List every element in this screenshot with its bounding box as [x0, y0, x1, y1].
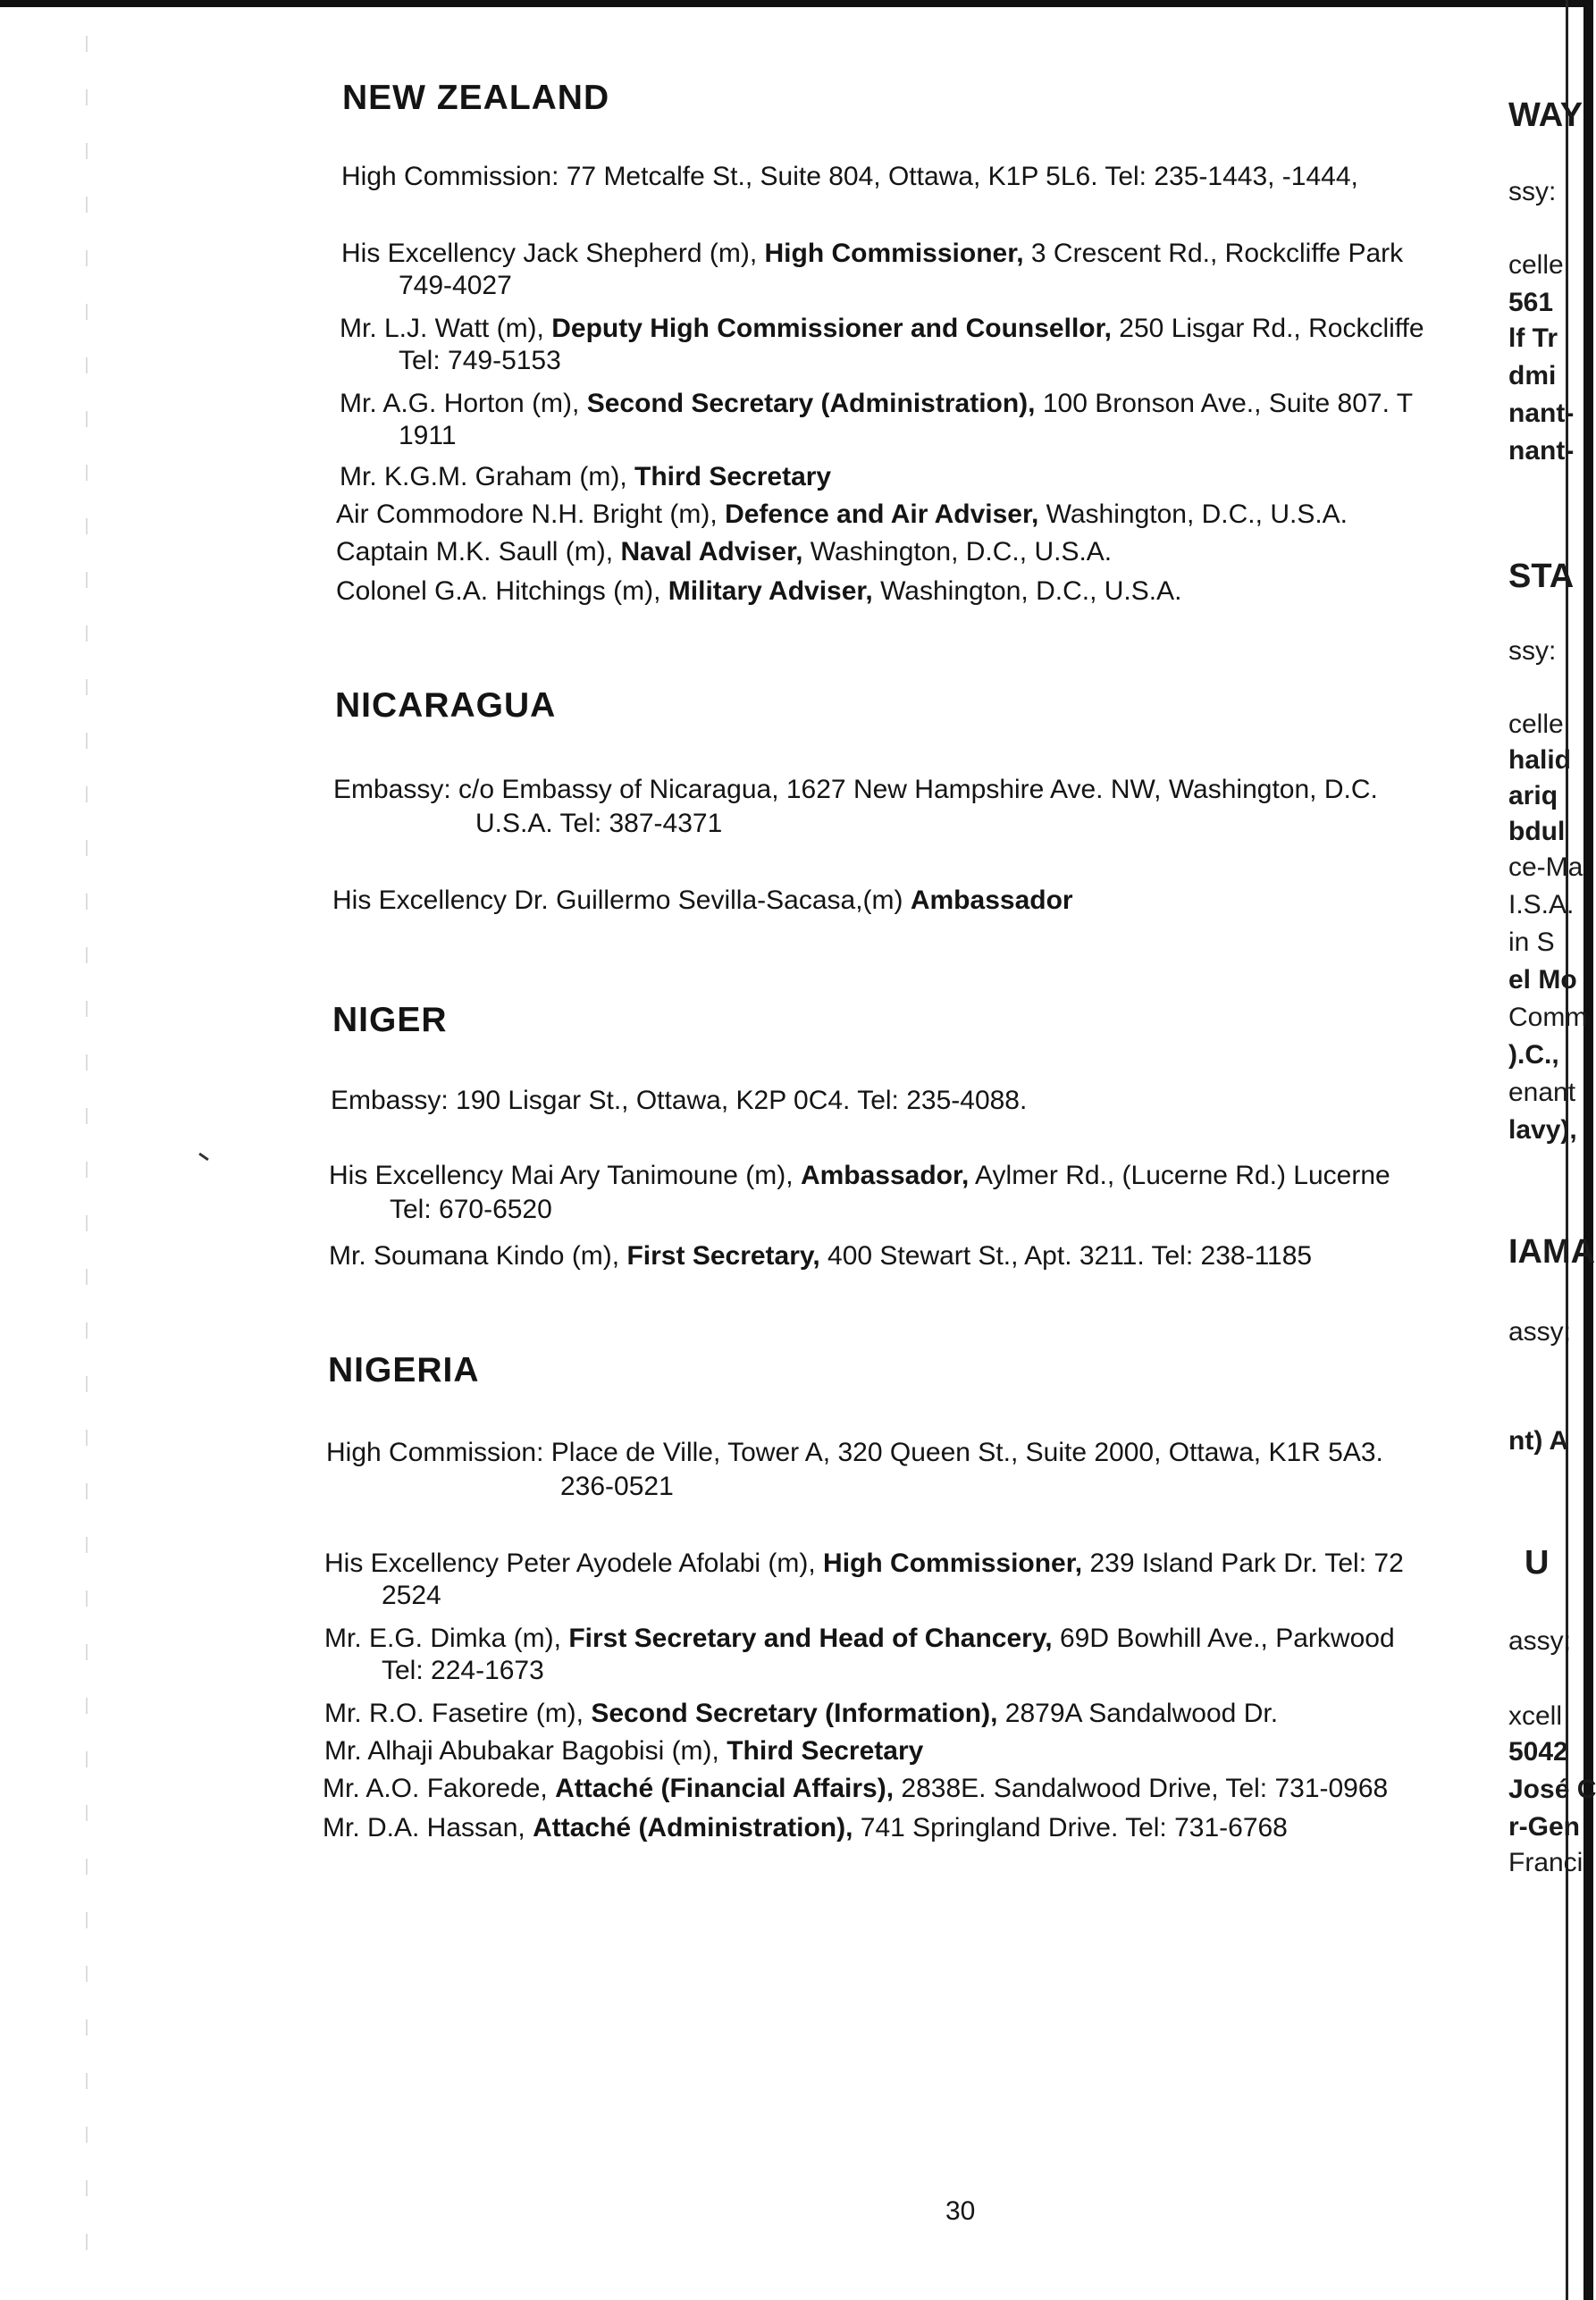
- staff-entry: Mr. A.O. Fakorede, Attaché (Financial Affairs), 2838E. Sandalwood Drive, Tel: 731-0968: [323, 1774, 1389, 1803]
- facing-fragment: xcell: [1508, 1701, 1563, 1731]
- facing-fragment: 561: [1508, 288, 1554, 317]
- staff-entry: Mr. R.O. Fasetire (m), Second Secretary (Information), 2879A Sandalwood Dr.: [324, 1699, 1279, 1728]
- staff-entry: Mr. E.G. Dimka (m), First Secretary and Head of Chancery, 69D Bowhill Ave., Parkwood: [324, 1624, 1395, 1653]
- facing-fragment: ce-Ma: [1508, 852, 1583, 882]
- facing-fragment: dmi: [1508, 361, 1557, 390]
- staff-entry: His Excellency Dr. Guillermo Sevilla-Sacasa,(m) Ambassador: [332, 886, 1073, 915]
- facing-fragment: IAMA: [1508, 1233, 1596, 1271]
- facing-fragment: enant: [1508, 1078, 1576, 1107]
- facing-fragment: Comm: [1508, 1003, 1588, 1032]
- staff-entry-continuation: Tel: 670-6520: [390, 1195, 552, 1224]
- facing-fragment: José C: [1508, 1775, 1596, 1804]
- facing-fragment: I.S.A.: [1508, 890, 1575, 919]
- scan-edge-right: [1583, 0, 1593, 2300]
- facing-fragment: assy;: [1508, 1317, 1572, 1347]
- facing-fragment: nt) A: [1508, 1426, 1569, 1456]
- section-heading-niger: NIGER: [332, 1001, 448, 1039]
- staff-entry: His Excellency Mai Ary Tanimoune (m), Ambassador, Aylmer Rd., (Lucerne Rd.) Lucerne: [329, 1161, 1390, 1190]
- facing-fragment: celle: [1508, 709, 1564, 739]
- facing-fragment: ariq: [1508, 781, 1558, 810]
- office-address-niger: Embassy: 190 Lisgar St., Ottawa, K2P 0C4. Tel: 235-4088.: [331, 1086, 1028, 1115]
- staff-entry-continuation: Tel: 749-5153: [399, 346, 561, 375]
- staff-entry: Mr. Alhaji Abubakar Bagobisi (m), Third Secretary: [324, 1736, 924, 1766]
- scan-speck: [198, 1153, 209, 1161]
- staff-entry-continuation: Tel: 224-1673: [382, 1656, 544, 1685]
- staff-entry-continuation: 749-4027: [399, 271, 512, 300]
- office-address-continuation: U.S.A. Tel: 387-4371: [475, 809, 723, 838]
- facing-fragment: WAY: [1508, 97, 1583, 134]
- facing-fragment: celle: [1508, 250, 1564, 280]
- facing-page-fragments: [1508, 0, 1596, 2300]
- facing-fragment: lavy),: [1508, 1115, 1577, 1145]
- staff-entry-continuation: 2524: [382, 1581, 441, 1610]
- facing-fragment: bdul: [1508, 817, 1566, 846]
- staff-entry: Mr. L.J. Watt (m), Deputy High Commissioner and Counsellor, 250 Lisgar Rd., Rockcliffe: [340, 314, 1424, 343]
- facing-fragment: ).C.,: [1508, 1040, 1559, 1070]
- staff-entry: Mr. K.G.M. Graham (m), Third Secretary: [340, 462, 832, 491]
- office-address-new-zealand: High Commission: 77 Metcalfe St., Suite 804, Ottawa, K1P 5L6. Tel: 235-1443, -1444,: [341, 162, 1358, 191]
- facing-fragment: r-Gen: [1508, 1812, 1581, 1842]
- section-heading-new-zealand: NEW ZEALAND: [342, 79, 610, 117]
- office-address-continuation: 236-0521: [560, 1472, 674, 1501]
- facing-fragment: ssy:: [1508, 177, 1557, 206]
- staff-entry: Mr. A.G. Horton (m), Second Secretary (Administration), 100 Bronson Ave., Suite 807. T: [340, 389, 1414, 418]
- facing-fragment: 5042: [1508, 1737, 1568, 1767]
- facing-fragment: assy;: [1508, 1626, 1572, 1656]
- facing-fragment: nant-: [1508, 399, 1575, 428]
- staff-entry-continuation: 1911: [399, 421, 457, 450]
- staff-entry: Captain M.K. Saull (m), Naval Adviser, Washington, D.C., U.S.A.: [336, 537, 1113, 567]
- staff-entry: His Excellency Jack Shepherd (m), High Commissioner, 3 Crescent Rd., Rockcliffe Park: [341, 239, 1404, 268]
- facing-fragment: lf Tr: [1508, 323, 1558, 353]
- facing-fragment: nant-: [1508, 436, 1575, 466]
- facing-fragment: STA: [1508, 558, 1575, 595]
- staff-entry: His Excellency Peter Ayodele Afolabi (m), High Commissioner, 239 Island Park Dr. Tel: 72: [324, 1549, 1404, 1578]
- scan-edge-top: [0, 0, 1593, 7]
- facing-fragment: U: [1525, 1544, 1550, 1582]
- facing-fragment: Franci: [1508, 1848, 1583, 1877]
- facing-fragment: in S: [1508, 928, 1555, 957]
- facing-fragment: ssy:: [1508, 636, 1557, 666]
- staff-entry: Colonel G.A. Hitchings (m), Military Adviser, Washington, D.C., U.S.A.: [336, 576, 1182, 606]
- office-address-nigeria: High Commission: Place de Ville, Tower A, 320 Queen St., Suite 2000, Ottawa, K1R 5A3.: [326, 1438, 1383, 1467]
- facing-fragment: el Mo: [1508, 965, 1577, 995]
- staff-entry: Mr. D.A. Hassan, Attaché (Administration), 741 Springland Drive. Tel: 731-6768: [323, 1813, 1288, 1843]
- scan-gutter-marks: [86, 36, 88, 2270]
- office-address-nicaragua: Embassy: c/o Embassy of Nicaragua, 1627 New Hampshire Ave. NW, Washington, D.C.: [333, 775, 1378, 804]
- staff-entry: Air Commodore N.H. Bright (m), Defence and Air Adviser, Washington, D.C., U.S.A.: [336, 499, 1348, 529]
- page-number: 30: [945, 2196, 976, 2226]
- staff-entry: Mr. Soumana Kindo (m), First Secretary, 400 Stewart St., Apt. 3211. Tel: 238-1185: [329, 1241, 1313, 1271]
- section-heading-nigeria: NIGERIA: [328, 1351, 480, 1389]
- facing-fragment: halid: [1508, 745, 1572, 775]
- section-heading-nicaragua: NICARAGUA: [335, 686, 557, 725]
